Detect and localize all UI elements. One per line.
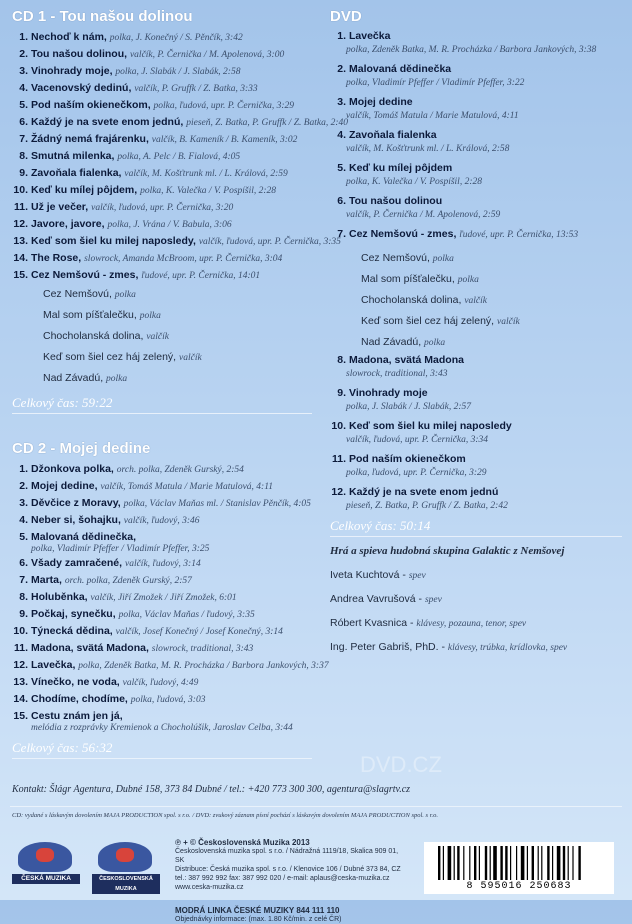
barcode-bar	[454, 846, 455, 880]
track-meta: valčík, Tomáš Matula / Marie Matulová, 4:11	[346, 111, 519, 121]
track-number: 1.	[337, 30, 346, 42]
dvd-item	[330, 227, 622, 242]
track-number: 7.	[337, 228, 346, 240]
medley-title: Mal som píšťalečku,	[361, 273, 455, 285]
medley-item	[12, 305, 312, 326]
dvd-item	[330, 386, 622, 413]
track-title: Každý je na svete enom jednú	[349, 486, 499, 498]
track-meta: ľudové, upr. P. Černička, 14:01	[141, 271, 261, 281]
license-note: CD: vydané s láskavým dovolením MAJA PRODUCTION spol. s r.o. / DVD: zvukový záznam písní pochází s láskavým dovolením MAJA PRODUCTION spol. s r.o.	[12, 812, 438, 819]
band-member: Ing. Peter Gabriš, PhD. - klávesy, trúbka, krídlovka, spev	[330, 641, 568, 653]
track-title: Holuběnka,	[31, 591, 88, 603]
track-number: 1.	[19, 31, 28, 43]
medley-meta: polka	[432, 254, 454, 264]
cd2-track-list	[12, 461, 329, 734]
hotline-note: Objednávky informace: (max. 1.80 Kč/min. z celé ČR)	[175, 916, 342, 923]
dvd-title: DVD	[330, 8, 362, 25]
dvd-total-time: Celkový čas: 50:14	[330, 518, 431, 533]
track-meta: pieseň, Z. Batka, P. Gruffk / Z. Batka, 2:40	[186, 118, 349, 128]
barcode-bar	[557, 846, 561, 880]
track-item	[12, 80, 312, 97]
track-title: Žádný nemá frajárenku,	[31, 133, 149, 145]
barcode-bar	[469, 846, 470, 880]
medley-item	[12, 368, 312, 389]
medley-meta: valčík	[464, 296, 488, 306]
track-meta: polka, Václav Maňas / ľudový, 3:35	[118, 610, 255, 620]
ceska-muzika-logo: ČESKÁ MUZIKA	[12, 840, 80, 892]
track-item	[330, 128, 622, 155]
track-number: 4.	[19, 82, 28, 94]
track-item	[12, 674, 312, 691]
dvd-track-list-2	[330, 353, 622, 512]
barcode-bars	[424, 842, 614, 882]
track-meta: polka, A. Pelc / B. Fialová, 4:05	[117, 152, 241, 162]
track-title: Cez Nemšovú - zmes,	[349, 228, 457, 240]
member-role: klávesy, pozauna, tenor, spev	[416, 619, 527, 629]
barcode-digits: 8 595016 250683	[466, 881, 572, 892]
medley-title: Cez Nemšovú,	[43, 288, 112, 300]
track-number: 4.	[19, 514, 28, 526]
track-number: 14.	[13, 252, 28, 264]
medley-title: Chocholanská dolina,	[361, 294, 462, 306]
track-meta: polka, ľudová, upr. P. Černička, 3:29	[153, 101, 295, 111]
barcode-bar	[578, 846, 580, 880]
track-number: 5.	[19, 531, 28, 543]
track-title: Lavečka	[349, 30, 391, 42]
track-title: Pod naším okienečkom	[349, 453, 466, 465]
band-member-list	[330, 569, 622, 653]
track-title: Marta,	[31, 574, 62, 586]
track-meta: slowrock, traditional, 3:43	[151, 644, 254, 654]
track-item	[12, 114, 349, 131]
track-item	[12, 216, 312, 233]
track-title: Už je večer,	[31, 201, 89, 213]
contact-line: Kontakt: Šlágr Agentura, Dubné 158, 373 84 Dubné / tel.: +420 773 300 300, agentura@slagrtv.cz	[12, 784, 411, 795]
track-number: 2.	[337, 63, 346, 75]
track-title: Vínečko, ne voda,	[31, 676, 120, 688]
track-number: 13.	[13, 235, 28, 247]
track-item	[330, 227, 622, 242]
track-item	[12, 589, 312, 606]
track-number: 12.	[13, 659, 28, 671]
medley-item	[330, 248, 622, 269]
track-meta: polka, Zdeněk Batka, M. R. Procházka / Barbora Jankových, 3:38	[346, 45, 597, 55]
track-number: 8.	[337, 354, 346, 366]
cd1-total-time: Celkový čas: 59:22	[12, 395, 113, 410]
track-number: 10.	[331, 420, 346, 432]
track-title: Tou našou dolinou	[349, 195, 443, 207]
track-item	[330, 161, 622, 188]
dvd-item	[330, 161, 622, 188]
track-number: 3.	[337, 96, 346, 108]
track-meta: valčík, P. Černička / M. Apolenová, 3:00	[129, 50, 285, 60]
track-number: 11.	[331, 453, 346, 465]
publisher-logos	[12, 840, 162, 892]
track-meta: polka, J. Slabák / J. Slabák, 2:58	[115, 67, 241, 77]
track-meta: valčík, ľudový, 3:14	[124, 559, 201, 569]
medley-meta: valčík	[497, 317, 520, 327]
track-title: Neber si, šohajku,	[31, 514, 121, 526]
track-item	[12, 148, 312, 165]
medley-meta: polka	[457, 275, 479, 285]
medley-item	[12, 347, 312, 368]
barcode-bar	[474, 846, 476, 880]
track-number: 5.	[337, 162, 346, 174]
track-title: Keď ku mílej pôjdem,	[31, 184, 138, 196]
track-number: 8.	[19, 591, 28, 603]
track-item	[12, 199, 312, 216]
track-number: 11.	[13, 201, 28, 213]
company-line: tel.: 387 992 992 fax: 387 992 020 / e-mail: aplaus@ceska-muzika.cz	[175, 875, 390, 882]
track-item	[12, 555, 312, 572]
track-meta: valčík, ľudový, 4:49	[122, 678, 199, 688]
track-number: 9.	[337, 387, 346, 399]
track-item	[12, 529, 312, 555]
track-number: 4.	[337, 129, 346, 141]
medley-title: Chocholanská dolina,	[43, 330, 144, 342]
track-meta: valčík, M. Košťtrunk ml. / L. Králová, 2:58	[346, 144, 510, 154]
dvd-item	[330, 353, 622, 380]
track-title: Mojej dedine,	[31, 480, 98, 492]
track-number: 7.	[19, 574, 28, 586]
track-meta: polka, J. Vrána / V. Babula, 3:06	[107, 220, 232, 230]
dvd-item	[330, 452, 622, 479]
track-item	[12, 29, 312, 46]
medley-meta: valčík	[146, 332, 170, 342]
track-title: Madona, svätá Madona,	[31, 642, 149, 654]
dvd-section	[330, 8, 622, 653]
track-meta: polka, Vladimír Pfeffer / Vladimír Pfeffer, 3:22	[346, 78, 525, 88]
track-number: 3.	[19, 65, 28, 77]
member-name: Róbert Kvasnica	[330, 617, 408, 629]
musician-emblem-icon	[18, 842, 72, 872]
track-meta: polka, K. Valečka / V. Pospíšil, 2:28	[140, 186, 277, 196]
track-title: Madona, svätá Madona	[349, 354, 464, 366]
track-meta: orch. polka, Zdeněk Gurský, 2:54	[116, 465, 244, 475]
medley-title: Nad Závadú,	[361, 336, 422, 348]
track-title: Nechoď k nám,	[31, 31, 107, 43]
member-role: klávesy, trúbka, krídlovka, spev	[447, 643, 568, 653]
medley-title: Cez Nemšovú,	[361, 252, 430, 264]
barcode-bar	[563, 846, 565, 880]
track-meta: polka, ľudová, 3:03	[130, 695, 206, 705]
barcode-bar	[547, 846, 549, 880]
medley-meta: polka	[106, 374, 128, 384]
medley-title: Mal som píšťalečku,	[43, 309, 137, 321]
track-meta: orch. polka, Zdeněk Gurský, 2:57	[64, 576, 192, 586]
barcode-bar	[527, 846, 528, 880]
track-item	[12, 267, 312, 284]
barcode-bar	[500, 846, 502, 880]
track-meta: valčík, Jiří Zmožek / Jiří Zmožek, 6:01	[90, 593, 237, 603]
barcode-bar	[457, 846, 459, 880]
track-number: 11.	[13, 642, 28, 654]
track-item	[12, 640, 312, 657]
track-item	[330, 386, 622, 413]
track-title: Keď som šiel ku milej naposledy	[349, 420, 512, 432]
cd1-track-list	[12, 29, 349, 284]
track-item	[12, 478, 312, 495]
company-line: Československá muzika spol. s r.o. / Nádražná 1119/18, Skalica 909 01, SK	[175, 848, 399, 864]
watermark: DVD.CZ	[360, 752, 442, 777]
cd2-total-time: Celkový čas: 56:32	[12, 740, 113, 755]
track-item	[12, 572, 312, 589]
track-number: 15.	[13, 269, 28, 281]
track-number: 14.	[13, 693, 28, 705]
track-title: Mojej dedine	[349, 96, 413, 108]
track-number: 10.	[13, 625, 28, 637]
medley-title: Nad Závadú,	[43, 372, 104, 384]
track-meta: melódia z rozprávky Kremienok a Chocholúšik, Jaroslav Celba, 3:44	[31, 723, 293, 733]
track-item	[12, 708, 312, 734]
barcode-bar	[443, 846, 444, 880]
medley-item	[12, 284, 312, 305]
barcode-bar	[479, 846, 480, 880]
medley-meta: polka	[114, 290, 136, 300]
barcode-bar	[438, 846, 440, 880]
medley-item	[330, 269, 622, 290]
track-meta: valčík, Tomáš Matula / Marie Matulová, 4:11	[100, 482, 274, 492]
track-title: Cestu znám jen já,	[31, 710, 123, 722]
track-title: The Rose,	[31, 252, 82, 264]
track-item	[330, 419, 622, 446]
barcode-bar	[485, 846, 487, 880]
track-item	[12, 606, 312, 623]
track-meta: valčík, P. Černička / M. Apolenová, 2:59	[346, 210, 501, 220]
track-item	[330, 29, 622, 56]
barcode-bar	[568, 846, 569, 880]
dvd-item	[330, 128, 622, 155]
band-member: Róbert Kvasnica - klávesy, pozauna, tenor, spev	[330, 617, 527, 629]
company-line: www.ceska-muzika.cz	[175, 884, 244, 891]
medley-title: Keď som šiel cez háj zelený,	[361, 315, 495, 327]
track-title: Všady zamračené,	[31, 557, 123, 569]
track-item	[330, 62, 622, 89]
barcode-bar	[532, 846, 534, 880]
track-title: Malovaná dědinečka	[349, 63, 452, 75]
track-title: Týnecká dědina,	[31, 625, 113, 637]
barcode-bar	[448, 846, 452, 880]
track-number: 9.	[19, 608, 28, 620]
barcode-bar	[516, 846, 517, 880]
track-meta: valčík, B. Kameník / B. Kameník, 3:02	[151, 135, 298, 145]
track-number: 5.	[19, 99, 28, 111]
barcode-bar	[572, 846, 573, 880]
track-item	[12, 63, 312, 80]
track-meta: valčík, Josef Konečný / Josef Konečný, 3:14	[115, 627, 283, 637]
dvd-medley-list	[330, 248, 622, 353]
track-item	[330, 95, 622, 122]
band-member: Iveta Kuchtová - spev	[330, 569, 426, 581]
track-meta: ľudové, upr. P. Černička, 13:53	[459, 230, 579, 240]
track-title: Keď som šiel ku milej naposledy,	[31, 235, 196, 247]
track-title: Javore, javore,	[31, 218, 105, 230]
member-role: spev	[424, 595, 442, 605]
track-title: Zavoňala fialenka	[349, 129, 437, 141]
track-meta: slowrock, traditional, 3:43	[346, 369, 448, 379]
hotline: MODRÁ LINKA ČESKÉ MUZIKY 844 111 110	[175, 906, 340, 915]
track-item	[330, 353, 622, 380]
barcode	[424, 842, 614, 894]
member-name: Andrea Vavrušová	[330, 593, 416, 605]
member-name: Ing. Peter Gabriš, PhD.	[330, 641, 439, 653]
track-item	[330, 194, 622, 221]
track-number: 2.	[19, 48, 28, 60]
track-number: 2.	[19, 480, 28, 492]
track-item	[12, 691, 312, 708]
track-number: 8.	[19, 150, 28, 162]
track-number: 7.	[19, 133, 28, 145]
cd1-medley-list	[12, 284, 312, 389]
dvd-item	[330, 419, 622, 446]
barcode-bar	[505, 846, 507, 880]
track-item	[330, 452, 622, 479]
track-meta: polka, ľudová, upr. P. Černička, 3:29	[346, 468, 487, 478]
track-meta: valčík, P. Gruffk / Z. Batka, 3:33	[134, 84, 258, 94]
track-title: Keď ku mílej pôjdem	[349, 162, 453, 174]
track-title: Tou našou dolinou,	[31, 48, 128, 60]
track-title: Pod naším okienečkom,	[31, 99, 151, 111]
track-title: Vinohrady moje,	[31, 65, 113, 77]
track-number: 12.	[331, 486, 346, 498]
track-item	[12, 182, 312, 199]
barcode-bar	[493, 846, 497, 880]
track-title: Vacenovský dedinú,	[31, 82, 132, 94]
track-title: Cez Nemšovú - zmes,	[31, 269, 139, 281]
track-title: Děvčice z Moravy,	[31, 497, 121, 509]
track-number: 13.	[13, 676, 28, 688]
track-title: Každý je na svete enom jednú,	[31, 116, 184, 128]
track-meta: pieseň, Z. Batka, P. Gruffk / Z. Batka, 2:42	[346, 501, 508, 511]
track-number: 10.	[13, 184, 28, 196]
track-title: Vinohrady moje	[349, 387, 428, 399]
dvd-item	[330, 95, 622, 122]
track-meta: valčík, M. Košťtrunk ml. / L. Králová, 2:59	[124, 169, 288, 179]
track-item	[12, 512, 312, 529]
track-title: Lavečka,	[31, 659, 76, 671]
track-number: 6.	[19, 557, 28, 569]
track-title: Chodíme, chodíme,	[31, 693, 128, 705]
track-item	[12, 165, 312, 182]
barcode-bar	[510, 846, 511, 880]
track-title: Malovaná dědinečka,	[31, 531, 137, 543]
medley-item	[330, 290, 622, 311]
medley-meta: valčík	[179, 353, 202, 363]
medley-item	[330, 311, 622, 332]
dvd-item	[330, 62, 622, 89]
track-number: 9.	[19, 167, 28, 179]
track-item	[12, 461, 312, 478]
track-title: Počkaj, synečku,	[31, 608, 116, 620]
track-number: 6.	[19, 116, 28, 128]
company-line: Distribuce: Česká muzika spol. s r.o. / Klenovice 106 / Dubné 373 84, CZ	[175, 866, 401, 873]
cd1-title: CD 1 - Tou našou dolinou	[12, 8, 193, 25]
barcode-bar	[521, 846, 525, 880]
musician-emblem-icon	[98, 842, 152, 872]
band-heading: Hrá a spieva hudobná skupina Galaktic z Nemšovej	[330, 545, 565, 557]
track-number: 3.	[19, 497, 28, 509]
barcode-bar	[552, 846, 553, 880]
section-divider	[12, 758, 312, 759]
track-number: 15.	[13, 710, 28, 722]
company-info	[175, 838, 405, 924]
track-number: 6.	[337, 195, 346, 207]
track-meta: valčík, ľudová, upr. P. Černička, 3:20	[91, 203, 234, 213]
ceskoslovenska-muzika-logo: ČESKOSLOVENSKÁ MUZIKA	[92, 840, 160, 892]
track-item	[12, 250, 312, 267]
track-meta: polka, J. Konečný / S. Pěnčík, 3:42	[109, 33, 243, 43]
track-meta: polka, J. Slabák / J. Slabák, 2:57	[346, 402, 472, 412]
section-divider	[330, 536, 622, 537]
track-number: 12.	[13, 218, 28, 230]
track-meta: polka, Vladimír Pfeffer / Vladimír Pfeffer, 3:25	[31, 544, 210, 554]
medley-meta: polka	[139, 311, 161, 321]
band-member: Andrea Vavrušová - spev	[330, 593, 442, 605]
dvd-item	[330, 485, 622, 512]
track-item	[12, 97, 312, 114]
barcode-bar	[490, 846, 491, 880]
track-item	[12, 233, 341, 250]
medley-meta: polka	[424, 338, 446, 348]
track-meta: valčík, ľudový, 3:46	[123, 516, 200, 526]
cd2-title: CD 2 - Mojej dedine	[12, 440, 151, 457]
track-title: Zavoňala fialenka,	[31, 167, 122, 179]
track-item	[12, 495, 312, 512]
track-number: 1.	[19, 463, 28, 475]
track-meta: slowrock, Amanda McBroom, upr. P. Černička, 3:04	[84, 254, 283, 264]
dvd-item	[330, 194, 622, 221]
copyright-line: ℗ + © Československá Muzika 2013	[175, 838, 310, 847]
track-item	[12, 131, 312, 148]
member-role: spev	[408, 571, 426, 581]
track-title: Smutná milenka,	[31, 150, 115, 162]
barcode-bar	[541, 846, 542, 880]
barcode-bar	[538, 846, 539, 880]
member-name: Iveta Kuchtová	[330, 569, 400, 581]
dvd-track-list	[330, 29, 622, 242]
track-meta: polka, Václav Maňas ml. / Stanislav Pěnčík, 4:05	[123, 499, 311, 509]
track-meta: polka, K. Valečka / V. Pospíšil, 2:28	[346, 177, 482, 187]
medley-title: Keď som šiel cez háj zelený,	[43, 351, 177, 363]
medley-item	[12, 326, 312, 347]
barcode-bar	[463, 846, 464, 880]
track-meta: valčík, ľudová, upr. P. Černička, 3:34	[346, 435, 489, 445]
track-item	[12, 623, 312, 640]
track-meta: valčík, ľudová, upr. P. Černička, 3:35	[198, 237, 341, 247]
section-divider	[12, 413, 312, 414]
track-item	[12, 657, 329, 674]
medley-item	[330, 332, 622, 353]
track-meta: polka, Zdeněk Batka, M. R. Procházka / Barbora Jankových, 3:37	[78, 661, 329, 671]
dvd-item	[330, 29, 622, 56]
footer-divider	[10, 806, 622, 807]
track-item	[330, 485, 622, 512]
track-item	[12, 46, 312, 63]
track-title: Džonkova polka,	[31, 463, 114, 475]
